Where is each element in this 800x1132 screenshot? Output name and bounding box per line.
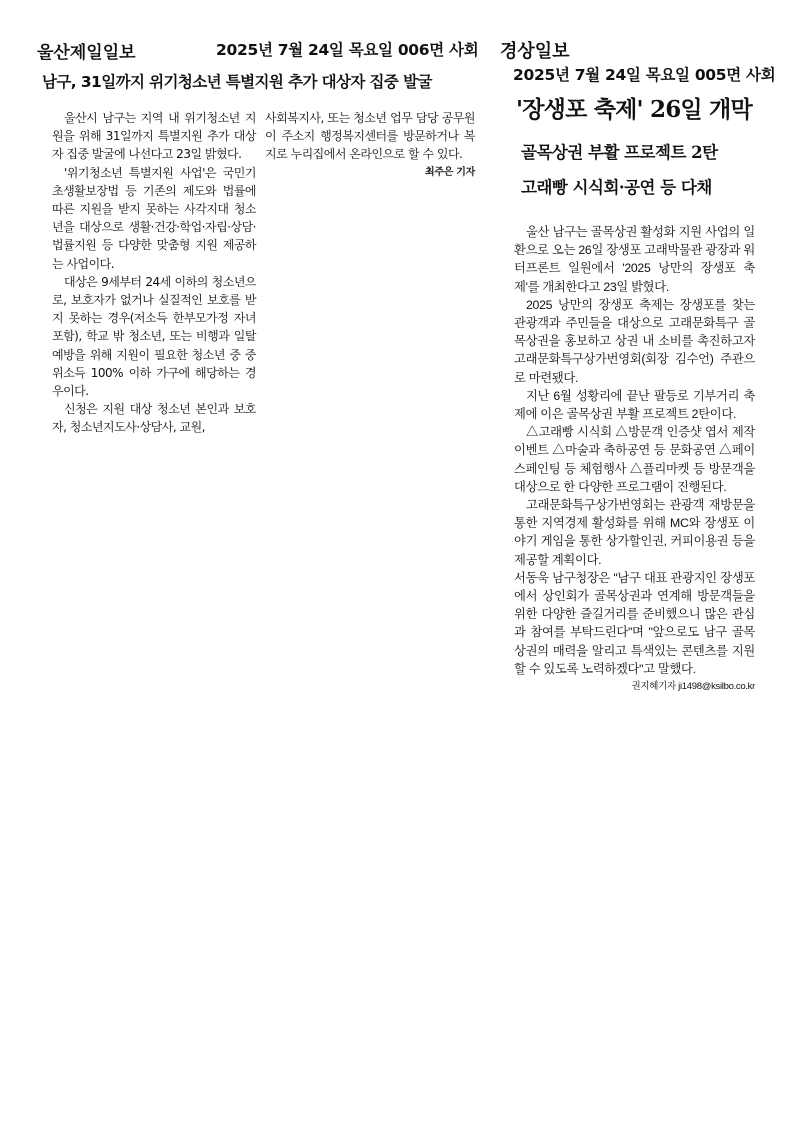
left-dateline: 2025년 7월 24일 목요일 006면 사회: [216, 41, 479, 59]
left-paragraph: 신청은 지원 대상 청소년 본인과 보호자, 청소년지도사·상담사, 교원,: [52, 402, 256, 435]
right-paragraph: 지난 6월 성황리에 끝난 팔등로 기부거리 축제에 이은 골목상권 부활 프로젝트 2탄이다.: [514, 388, 755, 422]
left-headline: 남구, 31일까지 위기청소년 특별지원 추가 대상자 집중 발굴: [42, 73, 432, 91]
left-article-column-2: [265, 109, 475, 182]
left-paragraph: 울산시 남구는 지역 내 위기청소년 지원을 위해 31일까지 특별지원 추가 대상자 집중 발굴에 나선다고 23일 밝혔다.: [52, 111, 256, 162]
right-paragraph: 서동욱 남구청장은 "남구 대표 관광지인 장생포에서 상인회가 골목상권과 연계해 방문객들을 위한 다양한 즐길거리를 준비했으니 많은 관심과 참여를 부탁드린다"며 "앞으로도 남구 골목상권의 매력을 알리고 특색있는 콘텐츠를 지원할 수 있도록 노력하겠다"고 말했다.: [514, 570, 755, 676]
right-title: '장생포 축제' 26일 개막: [516, 96, 752, 123]
left-paragraph: 대상은 9세부터 24세 이하의 청소년으로, 보호자가 없거나 실질적인 보호를 받지 못하는 경우(저소득 한부모가정 자녀 포함), 학교 밖 청소년, 또는 비행과 일탈 예방을 위해 지원이 필요한 청소년 중 중위소득 100% 이하 가구에 해당하는 경우이다.: [52, 274, 256, 399]
right-subtitle-1: 골목상권 부활 프로젝트 2탄: [521, 143, 718, 162]
right-subtitle-2: 고래빵 시식회·공연 등 다채: [521, 178, 712, 197]
right-paragraph: 울산 남구는 골목상권 활성화 지원 사업의 일환으로 오는 26일 장생포 고래박물관 광장과 워터프론트 일원에서 '2025 낭만의 장생포 축제'를 개최한다고 23일 밝혔다.: [514, 225, 755, 294]
right-byline: 권지혜기자 ji1498@ksilbo.co.kr: [631, 681, 755, 693]
right-paragraph: 2025 낭만의 장생포 축제는 장생포를 찾는 관광객과 주민들을 대상으로 고래문화특구 골목상권을 홍보하고 상권 내 소비를 촉진하고자 고래문화특구상가번영회(회장 김수언) 주관으로 마련됐다.: [514, 297, 755, 385]
left-paragraph-continued: 사회복지사, 또는 청소년 업무 담당 공무원이 주소지 행정복지센터를 방문하거나 복지로 누리집에서 온라인으로 할 수 있다.: [265, 111, 475, 162]
right-paper-name: 경상일보: [500, 41, 570, 62]
left-paper-name: 울산제일일보: [37, 43, 136, 63]
right-paragraph: 고래문화특구상가번영회는 관광객 재방문을 통한 지역경제 활성화를 위해 MC와 장생포 이야기 게임을 통한 상가할인권, 커피이용권 등을 제공할 계획이다.: [514, 498, 755, 567]
right-article-body: [514, 223, 755, 696]
right-dateline: 2025년 7월 24일 목요일 005면 사회: [513, 66, 776, 84]
left-byline: 최주은 기자: [425, 166, 475, 178]
right-paragraph: △고래빵 시식회 △방문객 인증샷 엽서 제작 이벤트 △마술과 축하공연 등 문화공연 △페이스페인팅 등 체험행사 △플리마켓 등 방문객을 대상으로 한 다양한 프로그램이 진행된다.: [514, 425, 755, 494]
left-paragraph: '위기청소년 특별지원 사업'은 국민기초생활보장법 등 기존의 제도와 법률에 따른 지원을 받지 못하는 사각지대 청소년을 대상으로 생활·건강·학업·자립·상담·법률지원 등 다양한 맞춤형 지원 제공하는 사업이다.: [52, 165, 256, 271]
left-article-column-1: [52, 109, 256, 437]
